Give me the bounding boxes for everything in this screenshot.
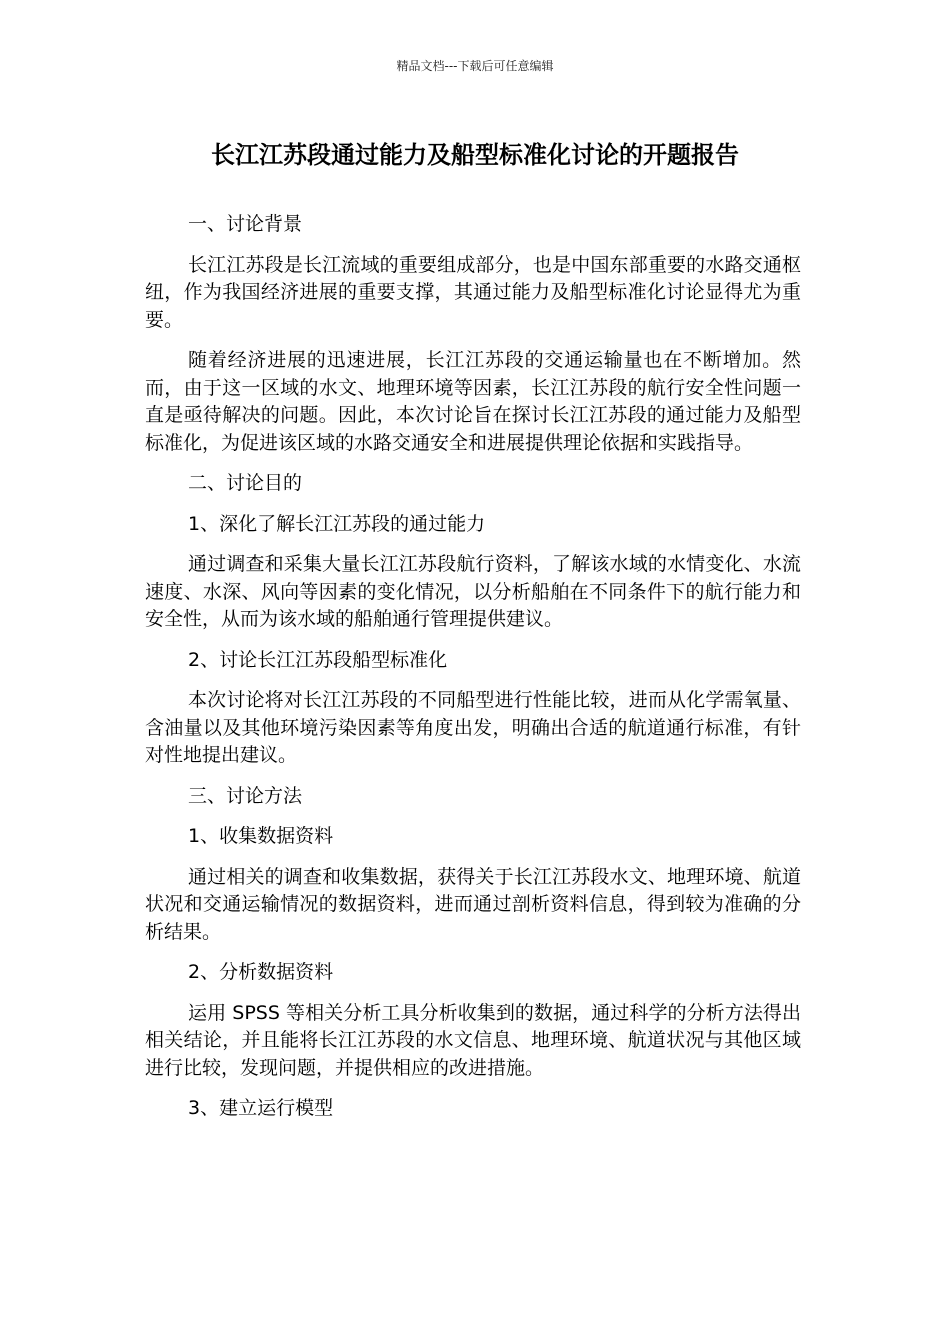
document-body — [145, 211, 801, 1136]
subsection-heading: 1、收集数据资料 — [188, 825, 334, 847]
section-heading-background: 一、讨论背景 — [188, 213, 303, 235]
document-title: 长江江苏段通过能力及船型标准化讨论的开题报告 — [211, 141, 739, 169]
section-heading-method: 三、讨论方法 — [188, 784, 303, 807]
subsection-heading: 3、建立运行模型 — [188, 1097, 334, 1119]
subsection-heading: 2、讨论长江江苏段船型标准化 — [188, 648, 448, 671]
page-header-note: 精品文档---下载后可任意编辑 — [396, 59, 554, 73]
paragraph: 本次讨论将对长江江苏段的不同船型进行性能比较，进而从化学需氧量、含油量以及其他环境污染因素等角度出发，明确出合适的航道通行标准，有针对性地提出建议。 — [145, 689, 801, 766]
section-heading-purpose: 二、讨论目的 — [188, 472, 303, 494]
subsection-heading: 1、深化了解长江江苏段的通过能力 — [188, 512, 486, 535]
paragraph: 长江江苏段是长江流域的重要组成部分，也是中国东部重要的水路交通枢纽，作为我国经济进展的重要支撑，其通过能力及船型标准化讨论显得尤为重要。 — [145, 253, 801, 331]
subsection-heading: 2、分析数据资料 — [188, 961, 334, 983]
paragraph: 通过调查和采集大量长江江苏段航行资料，了解该水域的水情变化、水流速度、水深、风向等因素的变化情况，以分析船舶在不同条件下的航行能力和安全性，从而为该水域的船舶通行管理提供建议。 — [145, 553, 801, 630]
paragraph: 随着经济进展的迅速进展，长江江苏段的交通运输量也在不断增加。然而，由于这一区域的水文、地理环境等因素，长江江苏段的航行安全性问题一直是亟待解决的问题。因此，本次讨论旨在探讨长江江苏段的通过能力及船型标准化，为促进该区域的水路交通安全和进展提供理论依据和实践指导。 — [145, 349, 801, 454]
paragraph: 通过相关的调查和收集数据，获得关于长江江苏段水文、地理环境、航道状况和交通运输情况的数据资料，进而通过剖析资料信息，得到较为准确的分析结果。 — [145, 865, 801, 943]
paragraph: 运用 SPSS 等相关分析工具分析收集到的数据，通过科学的分析方法得出相关结论，并且能将长江江苏段的水文信息、地理环境、航道状况与其他区域进行比较，发现问题，并提供相应的改进措施。 — [145, 1001, 801, 1079]
